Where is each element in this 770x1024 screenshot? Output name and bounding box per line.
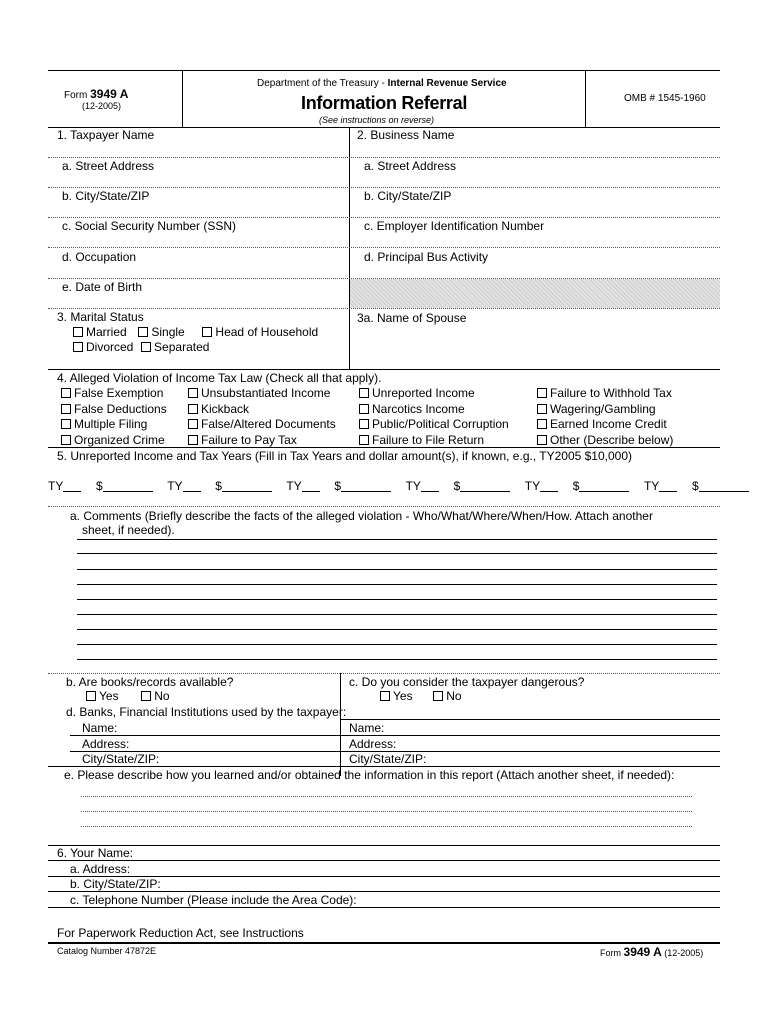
business-name-label: 2. Business Name xyxy=(357,128,455,142)
checkbox[interactable] xyxy=(73,342,83,352)
ty-entry-1[interactable]: TY xyxy=(48,479,81,493)
head-of-household-option[interactable]: Head of Household xyxy=(202,325,318,339)
books-yes-option[interactable]: Yes xyxy=(86,689,119,703)
amount-entry-3[interactable]: $ xyxy=(334,479,391,493)
violation-false-altered-documents[interactable]: False/Altered Documents xyxy=(188,417,336,433)
taxpayer-name-label: 1. Taxpayer Name xyxy=(57,128,155,142)
your-phone-label[interactable]: c. Telephone Number (Please include the Area Code): xyxy=(70,893,357,907)
violation-other[interactable]: Other (Describe below) xyxy=(537,433,673,449)
rule xyxy=(48,766,720,767)
header-divider-right xyxy=(585,70,586,127)
comments-label-2: sheet, if needed). xyxy=(82,523,175,537)
rule xyxy=(48,369,720,370)
ty-entry-2[interactable]: TY xyxy=(167,479,200,493)
form-date: (12-2005) xyxy=(82,101,122,111)
rule xyxy=(48,673,720,674)
rule xyxy=(48,506,720,507)
books-options xyxy=(86,689,170,703)
books-available-label: b. Are books/records available? xyxy=(66,675,234,689)
comments-label: a. Comments (Briefly describe the facts of the alleged violation - Who/What/Where/When/How. Attach another xyxy=(70,509,653,523)
business-street-label: a. Street Address xyxy=(364,159,457,173)
rule xyxy=(48,247,720,248)
violation-unsubstantiated-income[interactable]: Unsubstantiated Income xyxy=(188,386,336,402)
rule xyxy=(340,719,720,720)
checkbox[interactable] xyxy=(188,388,198,398)
violation-failure-to-withhold-tax[interactable]: Failure to Withhold Tax xyxy=(537,386,673,402)
ssn-label: c. Social Security Number (SSN) xyxy=(62,219,237,233)
checkbox[interactable] xyxy=(61,419,71,429)
checkbox[interactable] xyxy=(380,691,390,701)
taxpayer-city-label: b. City/State/ZIP xyxy=(62,189,150,203)
violation-earned-income-credit[interactable]: Earned Income Credit xyxy=(537,417,673,433)
violations-col-4 xyxy=(537,386,673,448)
rule xyxy=(48,157,720,158)
marital-row-1 xyxy=(73,325,318,339)
dob-label: e. Date of Birth xyxy=(62,280,143,294)
checkbox[interactable] xyxy=(537,435,547,445)
footer-form-id: Form 3949 A (12-2005) xyxy=(600,945,704,959)
paperwork-note: For Paperwork Reduction Act, see Instructions xyxy=(57,926,304,940)
checkbox[interactable] xyxy=(537,419,547,429)
rule xyxy=(48,860,720,861)
amount-entry-5[interactable]: $ xyxy=(573,479,630,493)
amount-entry-1[interactable]: $ xyxy=(96,479,153,493)
violation-organized-crime[interactable]: Organized Crime xyxy=(61,433,167,449)
bank2-city-label[interactable]: City/State/ZIP: xyxy=(349,752,427,766)
unreported-income-label: 5. Unreported Income and Tax Years (Fill in Tax Years and dollar amount(s), if known, e.g., TY2005 $10,000) xyxy=(57,449,633,463)
rule xyxy=(48,308,720,309)
bank1-address-label[interactable]: Address: xyxy=(82,737,130,751)
ty-entry-6[interactable]: TY xyxy=(644,479,677,493)
dangerous-options xyxy=(380,689,462,703)
taxpayer-street-label: a. Street Address xyxy=(62,159,155,173)
amount-entry-2[interactable]: $ xyxy=(215,479,272,493)
checkbox[interactable] xyxy=(188,404,198,414)
amount-entry-6[interactable]: $ xyxy=(692,479,749,493)
your-address-label[interactable]: a. Address: xyxy=(70,862,131,876)
instructions-note: (See instructions on reverse) xyxy=(319,115,435,125)
rule xyxy=(48,907,720,908)
bank1-city-label[interactable]: City/State/ZIP: xyxy=(82,752,160,766)
violations-col-1 xyxy=(61,386,167,448)
bank2-address-label[interactable]: Address: xyxy=(349,737,397,751)
separated-option[interactable]: Separated xyxy=(141,340,209,354)
violation-false-exemption[interactable]: False Exemption xyxy=(61,386,167,402)
checkbox[interactable] xyxy=(359,388,369,398)
married-option[interactable]: Married xyxy=(73,325,127,339)
your-city-label[interactable]: b. City/State/ZIP: xyxy=(70,877,161,891)
ty-entry-5[interactable]: TY xyxy=(525,479,558,493)
rule xyxy=(70,735,720,736)
checkbox[interactable] xyxy=(73,327,83,337)
form-id: Form 3949 A xyxy=(64,87,129,101)
violations-col-2 xyxy=(188,386,336,448)
checkbox[interactable] xyxy=(61,435,71,445)
single-option[interactable]: Single xyxy=(138,325,184,339)
spouse-name-label: 3a. Name of Spouse xyxy=(357,311,467,325)
bank2-name-label[interactable]: Name: xyxy=(349,721,385,735)
occupation-label: d. Occupation xyxy=(62,250,137,264)
checkbox[interactable] xyxy=(359,435,369,445)
checkbox[interactable] xyxy=(61,388,71,398)
checkbox[interactable] xyxy=(141,691,151,701)
learned-label: e. Please describe how you learned and/or obtained the information in this report (Attach another sheet, if needed): xyxy=(64,768,675,782)
page-title: Information Referral xyxy=(301,93,468,113)
books-no-option[interactable]: No xyxy=(141,689,169,703)
violation-kickback[interactable]: Kickback xyxy=(188,402,336,418)
agency: Department of the Treasury - Internal Revenue Service xyxy=(257,78,507,89)
checkbox[interactable] xyxy=(537,404,547,414)
marital-status-label: 3. Marital Status xyxy=(57,310,144,324)
your-name-label[interactable]: 6. Your Name: xyxy=(57,846,134,860)
bank1-name-label[interactable]: Name: xyxy=(82,721,118,735)
ein-label: c. Employer Identification Number xyxy=(364,219,545,233)
checkbox[interactable] xyxy=(61,404,71,414)
column-divider xyxy=(340,673,341,776)
violation-failure-to-file-return[interactable]: Failure to File Return xyxy=(359,433,509,449)
top-rule xyxy=(48,70,720,71)
violation-multiple-filing[interactable]: Multiple Filing xyxy=(61,417,167,433)
violation-false-deductions[interactable]: False Deductions xyxy=(61,402,167,418)
catalog-number: Catalog Number 47872E xyxy=(57,946,157,956)
business-city-label: b. City/State/ZIP xyxy=(364,189,452,203)
violation-narcotics-income[interactable]: Narcotics Income xyxy=(359,402,509,418)
marital-row-2 xyxy=(73,340,209,354)
violation-wagering-gambling[interactable]: Wagering/Gambling xyxy=(537,402,673,418)
activity-label: d. Principal Bus Activity xyxy=(364,250,489,264)
checkbox[interactable] xyxy=(433,691,443,701)
checkbox[interactable] xyxy=(188,435,198,445)
violation-failure-to-pay-tax[interactable]: Failure to Pay Tax xyxy=(188,433,336,449)
rule xyxy=(48,845,720,846)
amount-entry-4[interactable]: $ xyxy=(454,479,511,493)
checkbox[interactable] xyxy=(202,327,212,337)
omb-number: OMB # 1545-1960 xyxy=(624,93,706,104)
dangerous-no-option[interactable]: No xyxy=(433,689,461,703)
ty-entry-4[interactable]: TY xyxy=(406,479,439,493)
violation-public-political-corruption[interactable]: Public/Political Corruption xyxy=(359,417,509,433)
header-divider-left xyxy=(182,70,183,127)
violations-col-3 xyxy=(359,386,509,448)
tax-year-row xyxy=(48,479,749,493)
violation-label: 4. Alleged Violation of Income Tax Law (Check all that apply). xyxy=(57,371,382,385)
rule xyxy=(48,217,720,218)
footer-rule xyxy=(48,942,720,944)
rule xyxy=(48,447,720,448)
checkbox[interactable] xyxy=(138,327,148,337)
checkbox[interactable] xyxy=(359,419,369,429)
ty-entry-3[interactable]: TY xyxy=(286,479,319,493)
checkbox[interactable] xyxy=(141,342,151,352)
dangerous-label: c. Do you consider the taxpayer dangerous? xyxy=(349,675,585,689)
checkbox[interactable] xyxy=(359,404,369,414)
banks-label: d. Banks, Financial Institutions used by the taxpayer: xyxy=(66,705,347,719)
checkbox[interactable] xyxy=(537,388,547,398)
checkbox[interactable] xyxy=(86,691,96,701)
violation-unreported-income[interactable]: Unreported Income xyxy=(359,386,509,402)
checkbox[interactable] xyxy=(188,419,198,429)
shaded-area xyxy=(350,279,720,308)
rule xyxy=(48,891,720,892)
divorced-option[interactable]: Divorced xyxy=(73,340,133,354)
dangerous-yes-option[interactable]: Yes xyxy=(380,689,413,703)
rule xyxy=(48,187,720,188)
column-divider xyxy=(349,127,350,369)
